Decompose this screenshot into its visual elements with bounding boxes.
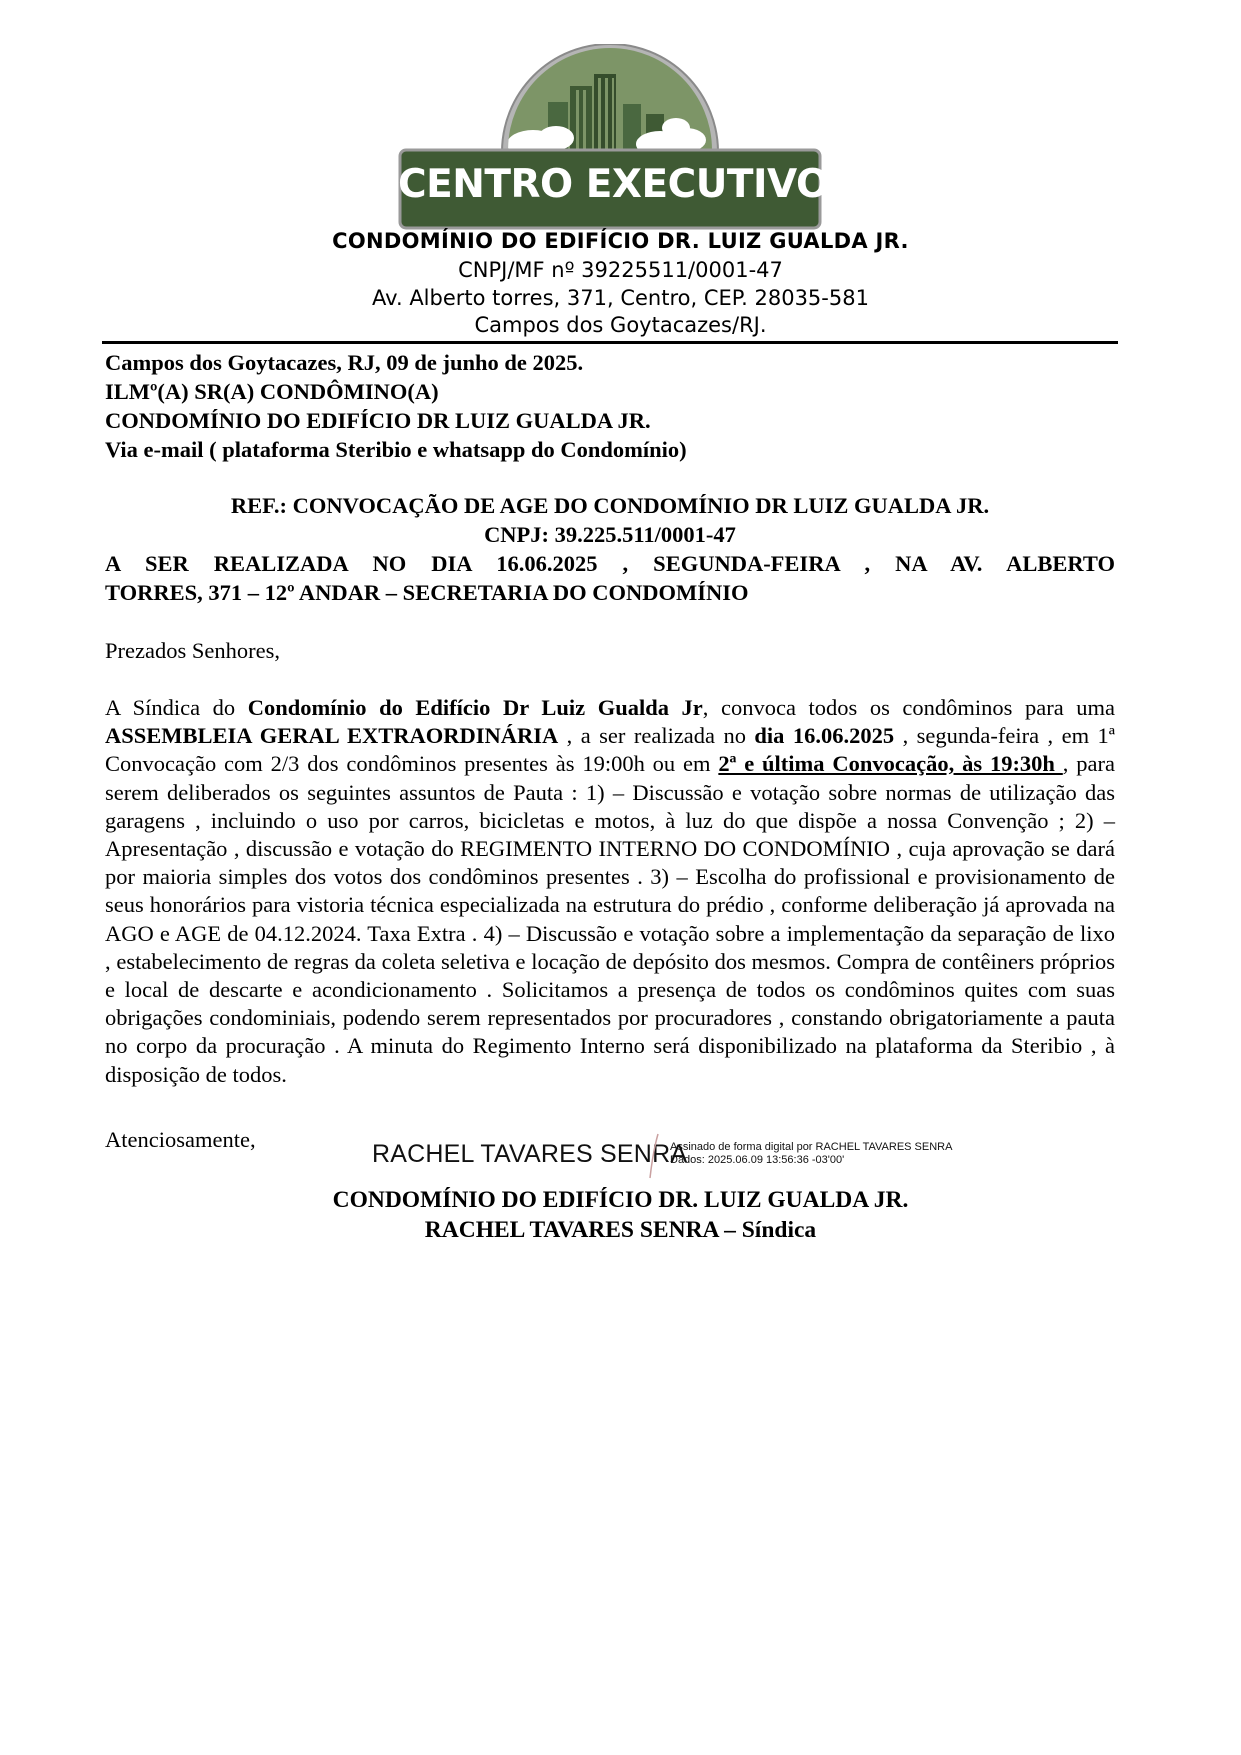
signoff-block bbox=[0, 1185, 1241, 1245]
body-condo-name: Condomínio do Edifício Dr Luiz Gualda Jr bbox=[247, 695, 703, 720]
reference-location-line1: A SER REALIZADA NO DIA 16.06.2025 , SEGUNDA-FEIRA , NA AV. ALBERTO bbox=[105, 551, 1115, 576]
body-second-call: 2ª e última Convocação, às 19:30h bbox=[718, 751, 1063, 777]
delivery-channel: Via e-mail ( plataforma Steribio e whatsapp do Condomínio) bbox=[105, 437, 687, 462]
letterhead-address: Av. Alberto torres, 371, Centro, CEP. 28035-581 bbox=[372, 286, 869, 310]
salutation: ILMº(A) SR(A) CONDÔMINO(A) bbox=[105, 379, 439, 404]
logo-text: CENTRO EXECUTIVO bbox=[398, 162, 829, 207]
reference-location-line2: TORRES, 371 – 12º ANDAR – SECRETARIA DO CONDOMÍNIO bbox=[105, 580, 749, 605]
letterhead-name: CONDOMÍNIO DO EDIFÍCIO DR. LUIZ GUALDA JR. bbox=[332, 229, 909, 253]
signature-date: Dados: 2025.06.09 13:56:36 -03'00' bbox=[670, 1154, 845, 1166]
signoff-signer: RACHEL TAVARES SENRA – Síndica bbox=[424, 1217, 817, 1243]
greeting: Prezados Senhores, bbox=[105, 638, 280, 663]
signature-stroke-icon bbox=[640, 1130, 670, 1182]
addressee-condo: CONDOMÍNIO DO EDIFÍCIO DR LUIZ GUALDA JR. bbox=[105, 408, 651, 433]
closing: Atenciosamente, bbox=[105, 1127, 256, 1152]
body-text-3: , a ser realizada no bbox=[558, 723, 755, 749]
signature-signed-by: Assinado de forma digital por RACHEL TAVARES SENRA bbox=[670, 1141, 953, 1153]
convocation-paragraph bbox=[105, 694, 1115, 1089]
signoff-condo: CONDOMÍNIO DO EDIFÍCIO DR. LUIZ GUALDA JR. bbox=[332, 1187, 909, 1213]
reference-title: REF.: CONVOCAÇÃO DE AGE DO CONDOMÍNIO DR LUIZ GUALDA JR. bbox=[230, 493, 990, 518]
body-text-4: , segunda-feira , em 1ª Convocação com 2/3 dos condôminos presentes às 19:00h ou em bbox=[105, 723, 1115, 777]
reference-cnpj: CNPJ: 39.225.511/0001-47 bbox=[484, 522, 736, 547]
body-text-1: A Síndica do bbox=[105, 695, 248, 720]
letterhead-cnpj: CNPJ/MF nº 39225511/0001-47 bbox=[458, 258, 783, 282]
digital-signature-name: RACHEL TAVARES SENRA bbox=[372, 1140, 688, 1168]
body-assembly-type: ASSEMBLEIA GERAL EXTRAORDINÁRIA bbox=[105, 723, 559, 749]
digital-signature-meta bbox=[670, 1141, 952, 1167]
body-meeting-date: dia 16.06.2025 bbox=[754, 723, 895, 749]
reference-block bbox=[105, 491, 1115, 607]
date-line: Campos dos Goytacazes, RJ, 09 de junho de 2025. bbox=[105, 350, 584, 375]
letterhead-city: Campos dos Goytacazes/RJ. bbox=[474, 313, 767, 337]
header-divider bbox=[102, 341, 1118, 344]
addressee-block bbox=[105, 348, 1115, 464]
body-text-5: , para serem deliberados os seguintes assuntos de Pauta : 1) – Discussão e votação sobre normas de utilização das garagens , incluindo o uso por carros, bicicletas e motos, à luz do que dispõe a nossa Convenção ; 2) – Apresentação , discussão e votação do REGIMENTO INTERNO DO CONDOMÍNIO , cuja aprovação se dará por maioria simples dos votos dos condôminos presentes . 3) – Escolha do profissional e provisionamento de seus honorários para vistoria técnica especializada na estrutura do prédio , conforme deliberação já aprovada na AGO e AGE de 04.12.2024. Taxa Extra . 4) – Discussão e votação sobre a implementação da separação de lixo , estabelecimento de regras da coleta seletiva e locação de depósito dos mesmos. Compra de contêiners próprios e local de descarte e acondicionamento . Solicitamos a presença de todos os condôminos quites com suas obrigações condominiais, podendo serem representados por procuradores , constando obrigatoriamente a pauta no corpo da procuração . A minuta do Regimento Interno será disponibilizado na plataforma da Steribio , à disposição de todos. bbox=[105, 751, 1115, 1087]
body-text-2: , convoca todos os condôminos para uma bbox=[702, 695, 1116, 720]
